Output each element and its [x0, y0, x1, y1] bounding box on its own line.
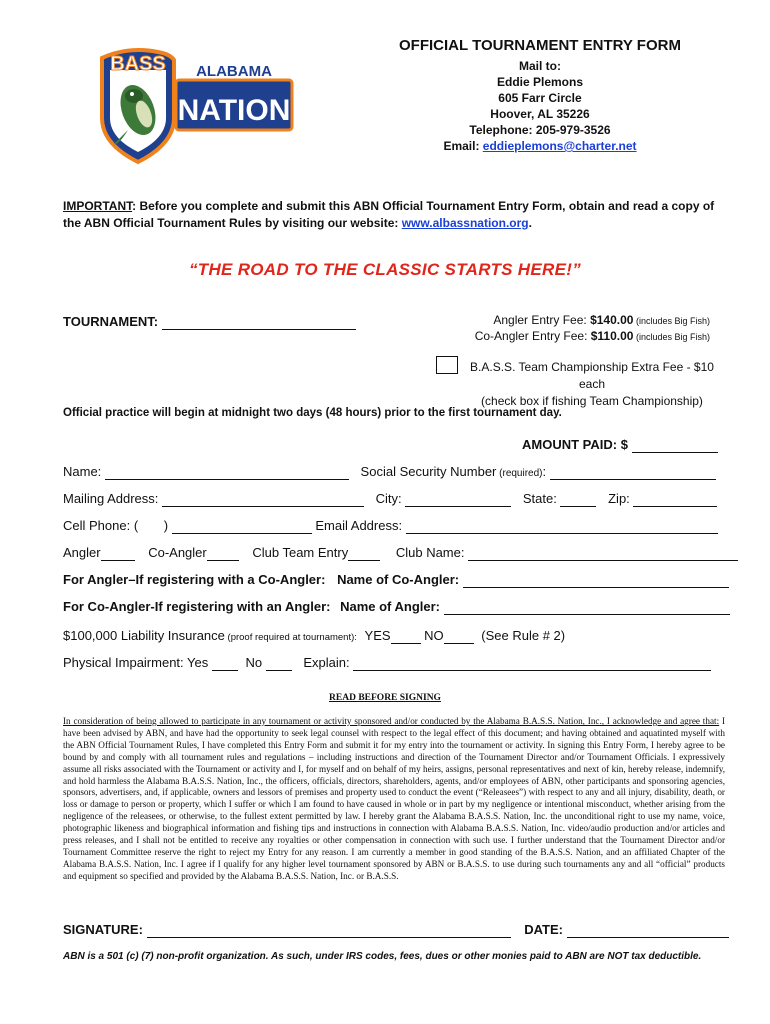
mail-city: Hoover, AL 35226	[490, 107, 590, 121]
bass-nation-logo	[88, 48, 300, 166]
important-notice	[63, 198, 723, 232]
date-field[interactable]	[567, 922, 729, 938]
mailing-row	[63, 491, 717, 507]
signature-field[interactable]	[147, 922, 511, 938]
insurance-no-field[interactable]	[444, 628, 474, 644]
release-text	[63, 716, 725, 883]
coangler-reg-label: For Co-Angler-If registering with an Angler:	[63, 599, 331, 614]
nation-logo-text: NATION	[177, 94, 291, 127]
entry-type-row	[63, 545, 738, 561]
team-championship-text	[462, 359, 722, 410]
angler-registration-row	[63, 572, 729, 588]
cell-row	[63, 518, 718, 534]
angler-fee-note: (includes Big Fish)	[633, 316, 710, 326]
club-name-field[interactable]	[468, 545, 738, 561]
coangler-fee-amount: $110.00	[590, 329, 634, 343]
email-address-label: Email Address:	[315, 518, 403, 533]
club-team-field[interactable]	[348, 545, 380, 561]
name-row	[63, 464, 716, 480]
date-label: DATE:	[524, 922, 563, 937]
city-label: City:	[375, 491, 402, 506]
angler-name-field[interactable]	[444, 599, 730, 615]
mail-to-label: Mail to:	[519, 59, 561, 73]
angler-fee-label: Angler Entry Fee:	[493, 313, 591, 327]
state-field[interactable]	[560, 491, 596, 507]
impairment-explain-field[interactable]	[353, 655, 711, 671]
zip-label: Zip:	[608, 491, 630, 506]
cell-field[interactable]	[172, 518, 312, 534]
important-text: : Before you complete and submit this ABN Official Tournament Entry Form, obtain and read a copy of the ABN Official Tournament Rules by visiting our website:	[63, 199, 715, 230]
state-label: State:	[522, 491, 557, 506]
angler-fee	[493, 313, 710, 327]
mailing-field[interactable]	[162, 491, 364, 507]
ssn-field[interactable]	[550, 464, 716, 480]
read-before-signing: READ BEFORE SIGNING	[329, 693, 441, 703]
ssn-colon: :	[542, 464, 547, 479]
mail-street: 605 Farr Circle	[498, 91, 582, 105]
insurance-row	[63, 628, 565, 644]
team-championship-checkbox[interactable]	[436, 356, 458, 374]
coangler-name-field[interactable]	[463, 572, 729, 588]
alabama-logo-text: ALABAMA	[196, 63, 272, 80]
angler-name-label: Name of Angler:	[340, 599, 441, 614]
coangler-label: Co-Angler	[148, 545, 207, 560]
impairment-yes-label: Physical Impairment: Yes	[63, 655, 209, 670]
mailing-label: Mailing Address:	[63, 491, 159, 506]
ssn-required: (required)	[496, 468, 543, 479]
impairment-yes-field[interactable]	[212, 655, 238, 671]
team-line1: B.A.S.S. Team Championship Extra Fee - $10 each	[470, 360, 714, 391]
impairment-row	[63, 655, 711, 671]
cell-close: )	[163, 518, 169, 533]
zip-field[interactable]	[633, 491, 717, 507]
email-address-field[interactable]	[406, 518, 718, 534]
ssn-label: Social Security Number	[360, 464, 497, 479]
coangler-name-label: Name of Co-Angler:	[337, 572, 460, 587]
tournament-label: TOURNAMENT:	[63, 314, 159, 329]
name-label: Name:	[63, 464, 102, 479]
insurance-yes-field[interactable]	[391, 628, 421, 644]
tournament-row	[63, 314, 356, 330]
impairment-no-label: No	[245, 655, 263, 670]
name-field[interactable]	[105, 464, 349, 480]
mail-email-row	[380, 138, 700, 154]
coangler-fee	[475, 329, 710, 343]
city-field[interactable]	[405, 491, 511, 507]
impairment-no-field[interactable]	[266, 655, 292, 671]
cell-label: Cell Phone: (	[63, 518, 139, 533]
amount-paid-field[interactable]	[632, 437, 718, 453]
club-name-label: Club Name:	[395, 545, 465, 560]
footer-note: ABN is a 501 (c) (7) non-profit organization. As such, under IRS codes, fees, dues or other monies paid to ABN are NOT tax deductible.	[63, 951, 702, 962]
amount-paid-row	[522, 437, 718, 453]
practice-note: Official practice will begin at midnight two days (48 hours) prior to the first tournament day.	[63, 407, 562, 419]
email-link[interactable]: eddieplemons@charter.net	[482, 139, 637, 153]
important-end: .	[528, 216, 532, 230]
coangler-fee-note: (includes Big Fish)	[633, 332, 710, 342]
release-body: I have been advised by ABN, and have had the opportunity to seek legal counsel with respect to the legal effect of this document; and having obtained and aquatinted myself with the ABN Official Tournament Rules, I have completed this Entry Form and submit it for my entry into the tournament or activity. In signing this Entry Form, I hereby agree to be bound by and comply with all tournament rules and regulations – including instructions and direction of the Tournament Director and/or Tournament Officials. I expressively assume all risks associated with the Tournament or activity and I, for myself and on behalf of my heirs, assigns, personal representatives and next of kin, hereby release, indemnify, and hold harmless the Alabama B.A.S.S. Nation, Inc., the officers, officials, directors, shareholders, agents, and/or employees of ABN, other participants and sponsoring agencies, sponsors, advertisers, and, if applicable, owners and lessors of premises and property used to conduct the event (“Releasees”) with respect to any and all injury, disability, death, or loss or damage to person or property, which I suffer or which I am found to have caused in whole or in part by my negligence or intentional misconduct, whether arising from the negligence of the releasees, or otherwise, to the fullest extent permitted by law. I hereby grant the Alabama B.A.S.S. Nation, Inc. the unconditional right to use my name, voice, photographic likeness and biographical information and fishing tips and instructions in connection with Alabama B.A.S.S. Nation, Inc. video/audio production and/or articles and press releases, and I shall not be entitled to receive any royalties or other compensation in connection with such use. I further understand that the Tournament Director and/or Tournament Committee reserve the right to reject my Entry for any reason. I am currently a member in good standing of the B.A.S.S. Nation, and an affiliated Chapter of the Alabama B.A.S.S. Nation, Inc. I agree if I qualify for any higher level tournament sponsored by ABN or B.A.S.S. to use during such tournaments any and all “official” products and equipment so specified and provided by the Alabama B.A.S.S. Nation, Inc. or B.A.S.S.	[63, 716, 726, 881]
mail-telephone: Telephone: 205-979-3526	[469, 123, 611, 137]
signature-label: SIGNATURE:	[63, 922, 143, 937]
insurance-no-label: NO	[424, 628, 444, 643]
website-link[interactable]: www.albassnation.org	[401, 216, 529, 230]
impairment-explain-label: Explain:	[303, 655, 350, 670]
team-line2: (check box if fishing Team Championship)	[481, 394, 703, 408]
important-label: IMPORTANT	[63, 199, 133, 213]
email-label: Email:	[443, 139, 480, 153]
release-underlined: In consideration of being allowed to participate in any tournament or activity sponsored and/or conducted by the Alabama B.A.S.S. Nation, Inc., I acknowledge and agree that:	[63, 716, 720, 726]
coangler-field[interactable]	[207, 545, 239, 561]
tournament-field[interactable]	[162, 314, 356, 330]
coangler-registration-row	[63, 599, 730, 615]
amount-paid-label: AMOUNT PAID: $	[522, 437, 628, 452]
area-code-field[interactable]	[142, 518, 164, 533]
coangler-fee-label: Co-Angler Entry Fee:	[474, 329, 591, 343]
insurance-label: $100,000 Liability Insurance	[63, 628, 225, 643]
mail-name: Eddie Plemons	[496, 75, 584, 89]
club-team-label: Club Team Entry	[252, 545, 349, 560]
angler-label: Angler	[63, 545, 101, 560]
signature-row	[63, 922, 729, 938]
bass-logo-text: BASS	[110, 53, 166, 75]
angler-reg-label: For Angler–If registering with a Co-Angler:	[63, 572, 326, 587]
slogan: “THE ROAD TO THE CLASSIC STARTS HERE!”	[188, 260, 582, 279]
insurance-note: (proof required at tournament):	[224, 632, 357, 643]
insurance-yes-label: YES	[364, 628, 391, 643]
angler-field[interactable]	[101, 545, 135, 561]
insurance-rule: (See Rule # 2)	[481, 628, 566, 643]
angler-fee-amount: $140.00	[590, 313, 634, 327]
form-title: OFFICIAL TOURNAMENT ENTRY FORM	[399, 37, 681, 54]
